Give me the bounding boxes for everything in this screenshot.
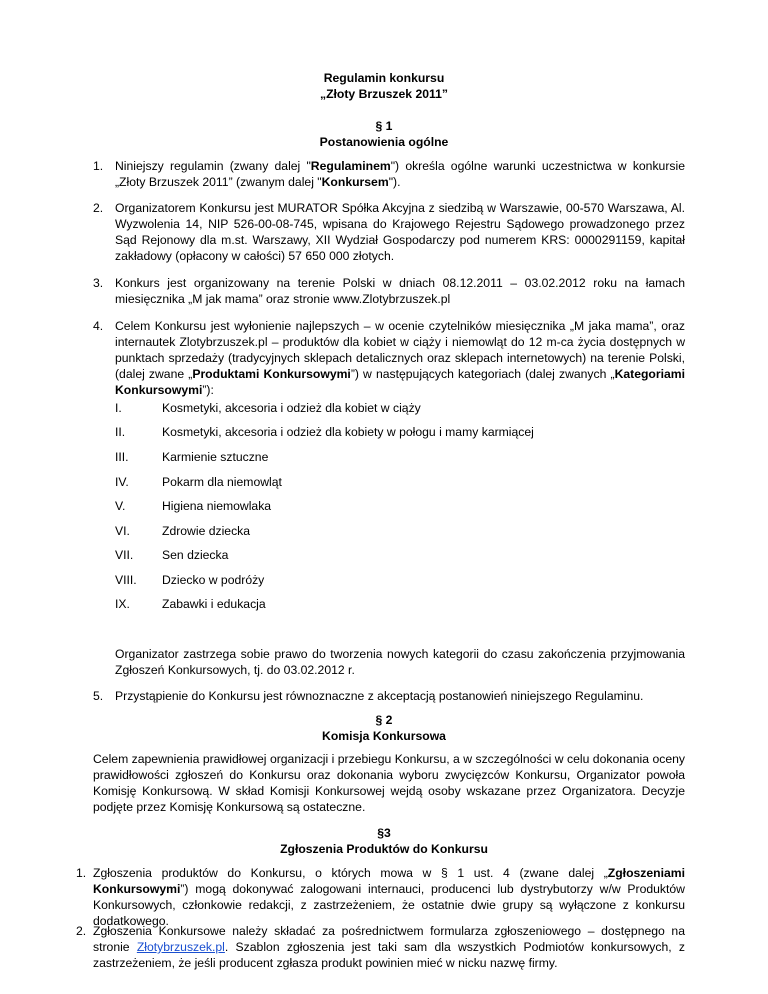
section2-title: Komisja Konkursowa — [322, 729, 446, 743]
category-label: Sen dziecka — [162, 548, 229, 562]
category-number: VI. — [115, 524, 130, 538]
section3-title: Zgłoszenia Produktów do Konkursu — [280, 842, 488, 856]
section1-number: § 1 — [375, 119, 393, 133]
section3-item-1-text — [93, 865, 685, 929]
item-number: 1. — [93, 159, 104, 173]
item-1-text — [115, 158, 685, 190]
category-label: Kosmetyki, akcesoria i odzież dla kobiety w połogu i mamy karmiącej — [162, 425, 534, 439]
item-number: 2. — [76, 924, 87, 938]
text-run: ") określa ogólne warunki uczestnictwa w konkursie „Złoty Brzuszek 2011” (zwanym dalej " — [115, 159, 685, 189]
category-number: VIII. — [115, 573, 137, 587]
category-label: Higiena niemowlaka — [162, 499, 272, 513]
defined-term: Konkursem — [321, 175, 389, 189]
text-run: ”) w następujących kategoriach (dalej zwanych „ — [350, 367, 615, 381]
zlotybrzuszek-link[interactable]: Złotybrzuszek.pl — [136, 940, 225, 954]
category-label: Karmienie sztuczne — [162, 450, 269, 464]
section3-heading — [0, 825, 768, 857]
text-run: . Szablon zgłoszenia jest taki sam dla wszystkich Podmiotów konkursowych, z zastrzeżeniem, że jeśli producent zgłasza produkt powinien mieć w nicku nazwę firmy. — [93, 940, 685, 970]
section1-title: Postanowienia ogólne — [319, 135, 449, 149]
defined-term: Produktami Konkursowymi — [192, 367, 351, 381]
section1-heading — [0, 118, 768, 150]
item-5-text: Przystąpienie do Konkursu jest równoznaczne z akceptacją postanowień niniejszego Regulaminu. — [115, 689, 644, 703]
text-run: ”) mogą dokonywać zalogowani internauci, producenci lub dystrybutorzy w/w Produktów Konkursowych, członkowie redakcji, z zastrzeżeniem, że ostatnie dwie grupy są wyłączone z konkursu dodatkowego. — [93, 882, 685, 928]
item-4-text — [115, 318, 685, 398]
item-number: 5. — [93, 689, 104, 703]
category-label: Pokarm dla niemowląt — [162, 475, 282, 489]
category-label: Dziecko w podróży — [162, 573, 265, 587]
text-run: Zgłoszenia produktów do Konkursu, o których mowa w § 1 ust. 4 (zwane dalej „ — [93, 866, 608, 880]
item-3-text: Konkurs jest organizowany na terenie Polski w dniach 08.12.2011 – 03.02.2012 roku na łamach miesięcznika „M jak mama” oraz stronie www.Zlotybrzuszek.pl — [115, 276, 685, 306]
section2-heading — [0, 712, 768, 744]
defined-term: Kategoriami Konkursowymi — [115, 367, 685, 397]
category-label: Zabawki i edukacja — [162, 597, 266, 611]
document-title — [0, 70, 768, 102]
category-number: III. — [115, 450, 129, 464]
item-number: 1. — [76, 866, 87, 880]
item-number: 4. — [93, 319, 104, 333]
defined-term: Regulaminem — [310, 159, 391, 173]
title-line1: Regulamin konkursu — [323, 71, 445, 85]
text-run: "). — [388, 175, 401, 189]
category-number: VII. — [115, 548, 134, 562]
section3-item-2-text — [93, 923, 685, 971]
category-number: IV. — [115, 475, 129, 489]
item-number: 2. — [93, 201, 104, 215]
category-number: IX. — [115, 597, 130, 611]
text-run: ”): — [202, 383, 214, 397]
text-run: Zgłoszenia Konkursowe należy składać za pośrednictwem formularza zgłoszeniowego – dostępnego na stronie — [93, 924, 685, 954]
section2-number: § 2 — [375, 713, 393, 727]
category-number: V. — [115, 499, 126, 513]
text-run: Celem Konkursu jest wyłonienie najlepszych – w ocenie czytelników miesięcznika „M jaka mama”, oraz internautek Zlotybrzuszek.pl – produktów dla kobiet w ciąży i niemowląt do 12 m-ca życia dostępnych w punktach sprzedaży (tradycyjnych sklepach detalicznych oraz sklepach internetowych) na terenie Polski, (dalej zwane „ — [115, 319, 685, 381]
text-run: Niniejszy regulamin (zwany dalej " — [115, 159, 311, 173]
reserve-paragraph: Organizator zastrzega sobie prawo do tworzenia nowych kategorii do czasu zakończenia przyjmowania Zgłoszeń Konkursowych, tj. do 03.02.2012 r. — [115, 647, 685, 677]
section2-paragraph: Celem zapewnienia prawidłowej organizacji i przebiegu Konkursu, a w szczególności w celu dokonania oceny prawidłowości zgłoszeń do Konkursu oraz dokonania wyboru zwycięzców Konkursu, Organizator powoła Komisję Konkursową. W skład Komisji Konkursowej wejdą osoby wskazane przez Organizatora. Decyzje podjęte przez Komisję Konkursową są ostateczne. — [93, 752, 685, 814]
category-label: Zdrowie dziecka — [162, 524, 251, 538]
category-number: I. — [115, 401, 122, 415]
defined-term: Zgłoszeniami Konkursowymi — [93, 866, 685, 896]
section3-number: §3 — [377, 826, 391, 840]
category-number: II. — [115, 425, 126, 439]
item-number: 3. — [93, 276, 104, 290]
category-label: Kosmetyki, akcesoria i odzież dla kobiet w ciąży — [162, 401, 421, 415]
title-line2: „Złoty Brzuszek 2011” — [319, 87, 449, 101]
item-2-text: Organizatorem Konkursu jest MURATOR Spółka Akcyjna z siedzibą w Warszawie, 00-570 Warszawa, Al. Wyzwolenia 14, NIP 526-00-08-745, wpisana do Krajowego Rejestru Sądowego prowadzonego przez Sąd Rejonowy dla m.st. Warszawy, XII Wydział Gospodarczy pod numerem KRS: 0000291159, kapitał zakładowy (opłacony w całości) 57 650 000 złotych. — [115, 201, 685, 263]
